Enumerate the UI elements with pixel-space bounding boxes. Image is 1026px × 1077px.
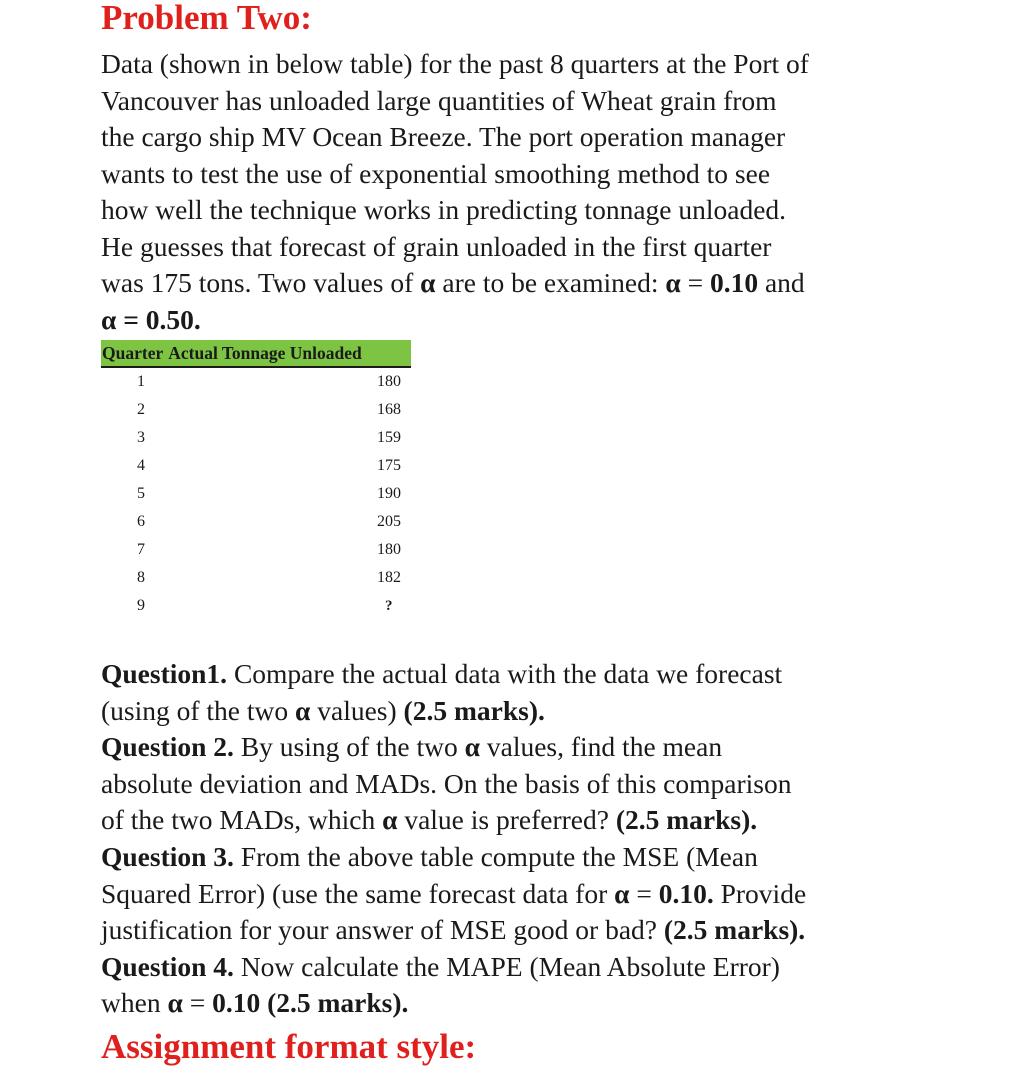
- text-span: Now calculate the MAPE (Mean Absolute Error): [233, 950, 780, 982]
- header-quarter: Quarter: [102, 343, 164, 363]
- text-span: (using of the two: [101, 694, 296, 726]
- question-label: Question 4.: [101, 950, 234, 982]
- quarter-cell: 9: [137, 597, 145, 614]
- intro-line: [101, 302, 981, 339]
- text-span: and: [758, 267, 805, 298]
- table-row: [101, 424, 411, 452]
- question-1: [101, 656, 981, 693]
- text-span: =: [182, 987, 213, 1019]
- tonnage-cell: 205: [377, 513, 401, 530]
- question-4: [101, 949, 981, 986]
- intro-line: wants to test the use of exponential smoothing method to see: [101, 157, 771, 189]
- text-span: =: [629, 877, 659, 909]
- question-2: [101, 729, 981, 766]
- table-row: [101, 536, 411, 564]
- question-1-cont: [101, 693, 981, 730]
- question-3-cont: [101, 876, 981, 913]
- alpha-value: 0.10.: [658, 877, 714, 909]
- alpha-symbol: α: [295, 694, 311, 726]
- quarter-cell: 7: [137, 541, 145, 558]
- tonnage-cell: 175: [377, 457, 401, 474]
- alpha-symbol: α: [665, 267, 681, 298]
- questions-section: [101, 656, 981, 1022]
- marks: (2.5 marks).: [403, 694, 545, 726]
- quarter-cell: 8: [137, 569, 145, 586]
- marks: (2.5 marks).: [615, 804, 758, 836]
- quarter-cell: 4: [137, 457, 145, 474]
- marks: (2.5 marks).: [260, 987, 409, 1019]
- table-row: [101, 452, 411, 480]
- tonnage-cell: 180: [377, 373, 401, 390]
- format-title: Assignment format style:: [101, 1027, 477, 1066]
- quarter-cell: 3: [137, 429, 145, 446]
- text-span: are to be examined:: [435, 267, 666, 298]
- text-span: values): [310, 694, 404, 726]
- header-actual-tonnage: Actual Tonnage Unloaded: [168, 343, 362, 363]
- alpha-symbol: α: [382, 804, 398, 836]
- text-span: Provide: [713, 877, 807, 909]
- text-span: From the above table compute the MSE (Mean: [233, 840, 758, 872]
- problem-title: Problem Two:: [101, 0, 312, 37]
- text-span: was 175 tons. Two values of: [101, 267, 421, 298]
- alpha-symbol: α: [101, 303, 117, 335]
- alpha-value: 0.10: [709, 267, 759, 298]
- alpha-symbol: α: [614, 877, 630, 909]
- intro-line: [101, 265, 981, 302]
- quarter-cell: 2: [137, 401, 145, 418]
- alpha-value: 0.10: [212, 987, 261, 1019]
- alpha-value: = 0.50.: [116, 303, 201, 335]
- alpha-symbol: α: [464, 731, 480, 763]
- alpha-symbol: α: [420, 267, 436, 298]
- text-span: values, find the mean: [480, 731, 723, 763]
- question-label: Question1.: [101, 658, 228, 689]
- table-header: [101, 340, 411, 368]
- text-span: Compare the actual data with the data we forecast: [227, 658, 783, 689]
- quarter-cell: 1: [137, 373, 145, 390]
- intro-line: the cargo ship MV Ocean Breeze. The port operation manager: [101, 121, 786, 152]
- intro-line: how well the technique works in predicting tonnage unloaded.: [101, 194, 787, 225]
- text-span: justification for your answer of MSE good or bad?: [101, 914, 664, 946]
- quarter-cell: 6: [137, 513, 145, 530]
- text-span: when: [101, 987, 168, 1019]
- tonnage-cell: 190: [377, 485, 401, 502]
- table-row: [101, 368, 411, 396]
- table-row: [101, 592, 411, 620]
- table-body: [101, 368, 411, 620]
- intro-paragraph: [101, 46, 981, 338]
- tonnage-cell: 182: [377, 569, 401, 586]
- table-row: [101, 564, 411, 592]
- tonnage-cell: 168: [377, 401, 401, 418]
- text-span: of the two MADs, which: [101, 804, 383, 836]
- text-span: value is preferred?: [397, 804, 616, 836]
- text-span: By using of the two: [233, 731, 465, 763]
- table-row: [101, 396, 411, 424]
- intro-line: Data (shown in below table) for the past 8 quarters at the Port of: [101, 48, 809, 79]
- table-row: [101, 508, 411, 536]
- tonnage-table: [101, 340, 411, 614]
- quarter-cell: 5: [137, 485, 145, 502]
- question-3-cont: [101, 912, 981, 949]
- tonnage-cell: 180: [377, 541, 401, 558]
- question-label: Question 2.: [101, 731, 234, 763]
- question-label: Question 3.: [101, 840, 234, 872]
- tonnage-cell: ?: [385, 598, 393, 614]
- table-row: [101, 480, 411, 508]
- tonnage-cell: 159: [377, 429, 401, 446]
- text-span: =: [680, 267, 710, 298]
- alpha-symbol: α: [167, 987, 183, 1019]
- intro-line: He guesses that forecast of grain unloaded in the first quarter: [101, 230, 772, 262]
- question-4-cont: [101, 985, 981, 1022]
- question-2-cont: [101, 802, 981, 839]
- intro-line: Vancouver has unloaded large quantities of Wheat grain from: [101, 84, 777, 116]
- question-2-cont: absolute deviation and MADs. On the basis of this comparison: [101, 767, 792, 799]
- marks: (2.5 marks).: [663, 914, 806, 946]
- question-3: [101, 839, 981, 876]
- text-span: Squared Error) (use the same forecast data for: [101, 877, 615, 909]
